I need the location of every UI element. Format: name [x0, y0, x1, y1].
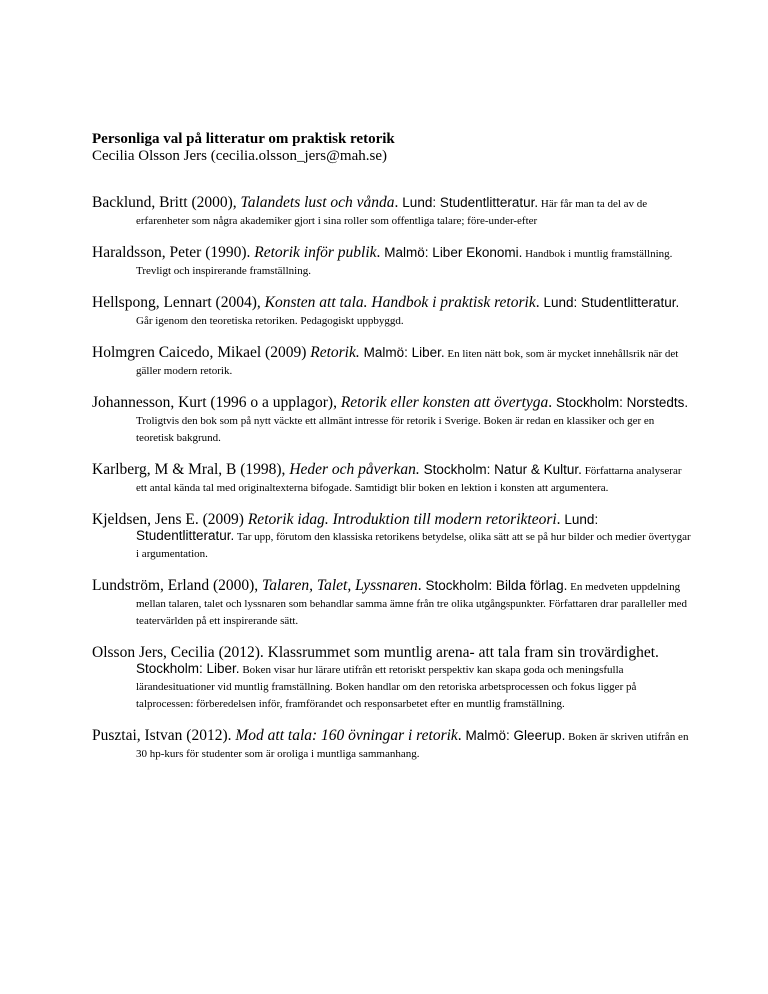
- document-page: [92, 131, 692, 778]
- reference-author: Olsson Jers, Cecilia (2012). Klassrummet som muntlig arena- att tala fram sin trovärdighet.: [92, 644, 659, 661]
- reference-title: Retorik.: [310, 344, 360, 361]
- reference-item: [92, 728, 692, 762]
- reference-separator: .: [394, 194, 403, 211]
- reference-item: [92, 295, 692, 329]
- reference-separator: .: [548, 394, 557, 411]
- document-title: Personliga val på litteratur om praktisk retorik: [92, 131, 395, 147]
- reference-author: Karlberg, M & Mral, B (1998),: [92, 461, 290, 478]
- reference-separator: .: [417, 577, 426, 594]
- reference-note: Handbok i muntlig framställning. Trevligt och inspirerande framställning.: [136, 248, 673, 277]
- reference-title: Konsten att tala. Handbok i praktisk retorik: [264, 294, 536, 311]
- reference-item: [92, 195, 692, 229]
- reference-publisher: Stockholm: Norstedts.: [556, 395, 689, 410]
- reference-title: Talaren, Talet, Lyssnaren: [262, 577, 418, 594]
- reference-publisher: Stockholm: Natur & Kultur.: [423, 462, 582, 477]
- reference-separator: .: [535, 294, 544, 311]
- reference-author: Backlund, Britt (2000),: [92, 194, 241, 211]
- reference-note: Går igenom den teoretiska retoriken. Pedagogiskt uppbyggd.: [136, 315, 404, 327]
- reference-title: Retorik idag. Introduktion till modern retorikteori: [247, 511, 557, 528]
- reference-publisher: Malmö: Gleerup.: [465, 728, 566, 743]
- reference-note: Tar upp, förutom den klassiska retorikens betydelse, olika sätt att se på hur bilder och medier övertygar i argumentation.: [136, 531, 691, 560]
- reference-publisher: Malmö: Liber Ekonomi.: [384, 245, 523, 260]
- reference-note: Troligtvis den bok som på nytt väckte ett allmänt intresse för retorik i Sverige. Boken är redan en klassiker och ger en teoretisk bakgrund.: [136, 415, 655, 444]
- reference-author: Holmgren Caicedo, Mikael (2009): [92, 344, 311, 361]
- reference-note: Här får man ta del av de erfarenheter som några akademiker gjort i sina roller som offentliga talare; före-under-efter: [136, 198, 648, 227]
- reference-note: Boken visar hur lärare utifrån ett retoriskt perspektiv kan skapa goda och meningsfulla lärandesituationer vid muntlig framställning. Boken handlar om den retoriska arbetsprocessen och fokus ligger på talprocessen: förberedelsen inför, framförandet och responsarbetet efter en muntlig framställning.: [136, 664, 637, 710]
- document-author: Cecilia Olsson Jers (cecilia.olsson_jers@mah.se): [92, 148, 387, 164]
- reference-publisher: Lund: Studentlitteratur.: [136, 512, 599, 543]
- reference-title: Heder och påverkan.: [289, 461, 420, 478]
- reference-publisher: Malmö: Liber.: [363, 345, 445, 360]
- reference-item: [92, 462, 692, 496]
- reference-item: [92, 645, 692, 712]
- reference-item: [92, 395, 692, 446]
- reference-publisher: Stockholm: Bilda förlag.: [425, 578, 568, 593]
- reference-publisher: Stockholm: Liber.: [136, 661, 240, 676]
- reference-author: Hellspong, Lennart (2004),: [92, 294, 265, 311]
- reference-title: Retorik inför publik: [254, 244, 377, 261]
- reference-author: Pusztai, Istvan (2012).: [92, 727, 236, 744]
- reference-separator: .: [376, 244, 385, 261]
- reference-publisher: Lund: Studentlitteratur.: [402, 195, 539, 210]
- reference-author: Kjeldsen, Jens E. (2009): [92, 511, 248, 528]
- reference-note: Författarna analyserar ett antal kända tal med originaltexterna bifogade. Samtidigt blir boken en lektion i konsten att argumentera.: [136, 465, 682, 494]
- reference-author: Haraldsson, Peter (1990).: [92, 244, 255, 261]
- reference-list: [92, 195, 692, 762]
- reference-author: Lundström, Erland (2000),: [92, 577, 263, 594]
- reference-item: [92, 245, 692, 279]
- reference-note: Boken är skriven utifrån en 30 hp-kurs för studenter som är oroliga i muntliga sammanhang.: [136, 731, 689, 760]
- reference-item: [92, 345, 692, 379]
- reference-note: En liten nätt bok, som är mycket innehållsrik när det gäller modern retorik.: [136, 348, 679, 377]
- reference-title: Retorik eller konsten att övertyga: [340, 394, 549, 411]
- reference-item: [92, 578, 692, 629]
- reference-title: Talandets lust och vånda: [240, 194, 395, 211]
- reference-note: En medveten uppdelning mellan talaren, talet och lyssnaren som behandlar samma ämne från tre olika utgångspunkter. Författaren drar paralleller med teatervärlden på ett inspirerande sätt.: [136, 581, 688, 627]
- reference-publisher: Lund: Studentlitteratur.: [543, 295, 680, 310]
- reference-separator: .: [457, 727, 466, 744]
- reference-separator: .: [556, 511, 565, 528]
- reference-author: Johannesson, Kurt (1996 o a upplagor),: [92, 394, 341, 411]
- reference-item: [92, 512, 692, 562]
- reference-title: Mod att tala: 160 övningar i retorik: [235, 727, 458, 744]
